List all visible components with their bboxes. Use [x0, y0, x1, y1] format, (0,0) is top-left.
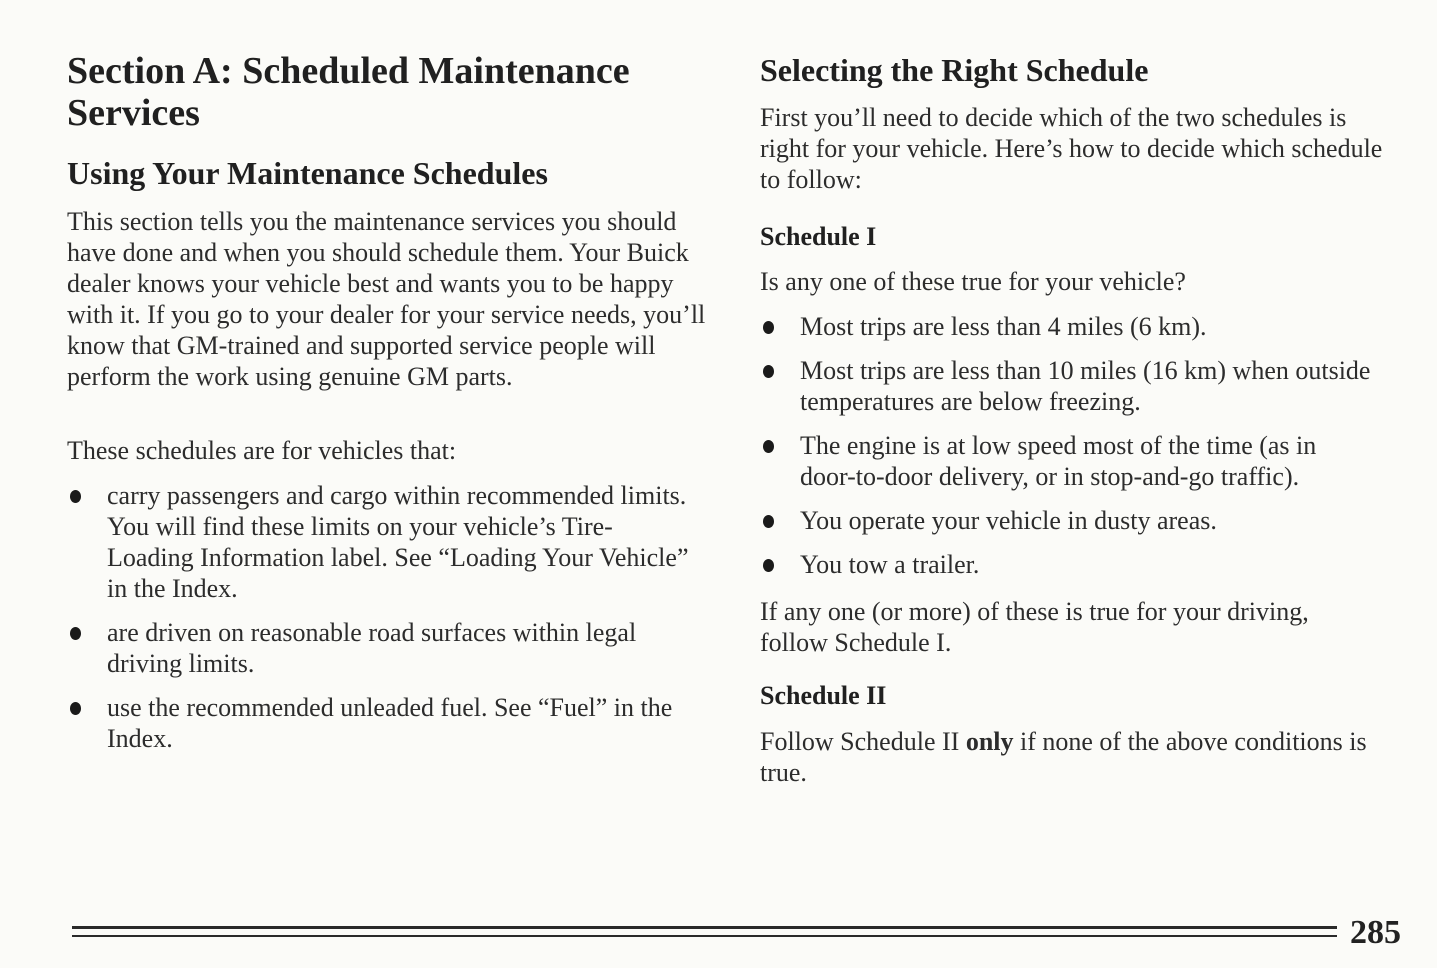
bullet-icon: [70, 702, 81, 715]
bullet-icon: [763, 365, 774, 378]
list-item: [67, 617, 695, 679]
bullet-icon: [70, 490, 81, 503]
schedule-1-title: Schedule I: [760, 222, 877, 251]
schedule-2-text-before: Follow Schedule II: [760, 727, 966, 756]
list-item-text: Most trips are less than 4 miles (6 km).: [800, 312, 1207, 341]
footer-rule-bottom: [72, 935, 1337, 937]
list-item-text: use the recommended unleaded fuel. See “Fuel” in the Index.: [107, 693, 673, 753]
subsection-title: Using Your Maintenance Schedules: [67, 155, 548, 191]
vehicle-conditions-list: [67, 480, 695, 754]
list-item-text: The engine is at low speed most of the time (as in door-to-door delivery, or in stop-and-go traffic).: [800, 431, 1317, 491]
schedule-2-text: [760, 726, 1400, 788]
list-item-text: Most trips are less than 10 miles (16 km) when outside temperatures are below freezing.: [800, 356, 1371, 416]
list-item: [760, 355, 1372, 417]
schedule-2-text-after: if none of the above conditions is true.: [760, 727, 1367, 787]
bullet-icon: [763, 440, 774, 453]
bullet-icon: [763, 559, 774, 572]
selecting-schedule-heading: Selecting the Right Schedule: [760, 52, 1149, 88]
intro-paragraph: This section tells you the maintenance services you should have done and when you should schedule them. Your Buick dealer knows your vehicle best and wants you to be happy with it. If you go to your dealer for your service needs, you’ll know that GM-trained and supported service people will perform the work using genuine GM parts.: [67, 207, 706, 391]
list-item: [760, 505, 1372, 536]
list-item-text: You operate your vehicle in dusty areas.: [800, 506, 1217, 535]
schedule-1-question: Is any one of these true for your vehicle?: [760, 267, 1186, 296]
bullet-icon: [763, 321, 774, 334]
list-item: [760, 430, 1372, 492]
schedule-1-conditions-list: [760, 311, 1372, 580]
list-item: [67, 692, 695, 754]
list-item-text: are driven on reasonable road surfaces within legal driving limits.: [107, 618, 637, 678]
list-intro: These schedules are for vehicles that:: [67, 436, 457, 465]
page-number: 285: [1350, 914, 1401, 951]
list-item: [760, 549, 1372, 580]
list-item-text: You tow a trailer.: [800, 550, 980, 579]
list-item-text: carry passengers and cargo within recommended limits. You will find these limits on your vehicle’s Tire-Loading Information label. See “Loading Your Vehicle” in the Index.: [107, 481, 689, 603]
list-item: [760, 311, 1372, 342]
list-item: [67, 480, 695, 604]
schedule-2-text-emphasis: only: [965, 727, 1014, 756]
bullet-icon: [70, 627, 81, 640]
bullet-icon: [763, 515, 774, 528]
section-title: Section A: Scheduled Maintenance Services: [67, 50, 630, 134]
selecting-intro-paragraph: First you’ll need to decide which of the two schedules is right for your vehicle. Here’s how to decide which schedule to follow:: [760, 103, 1383, 194]
schedule-2-title: Schedule II: [760, 681, 887, 710]
footer-rule-top: [72, 926, 1337, 929]
schedule-1-conclusion: If any one (or more) of these is true for your driving, follow Schedule I.: [760, 597, 1309, 657]
